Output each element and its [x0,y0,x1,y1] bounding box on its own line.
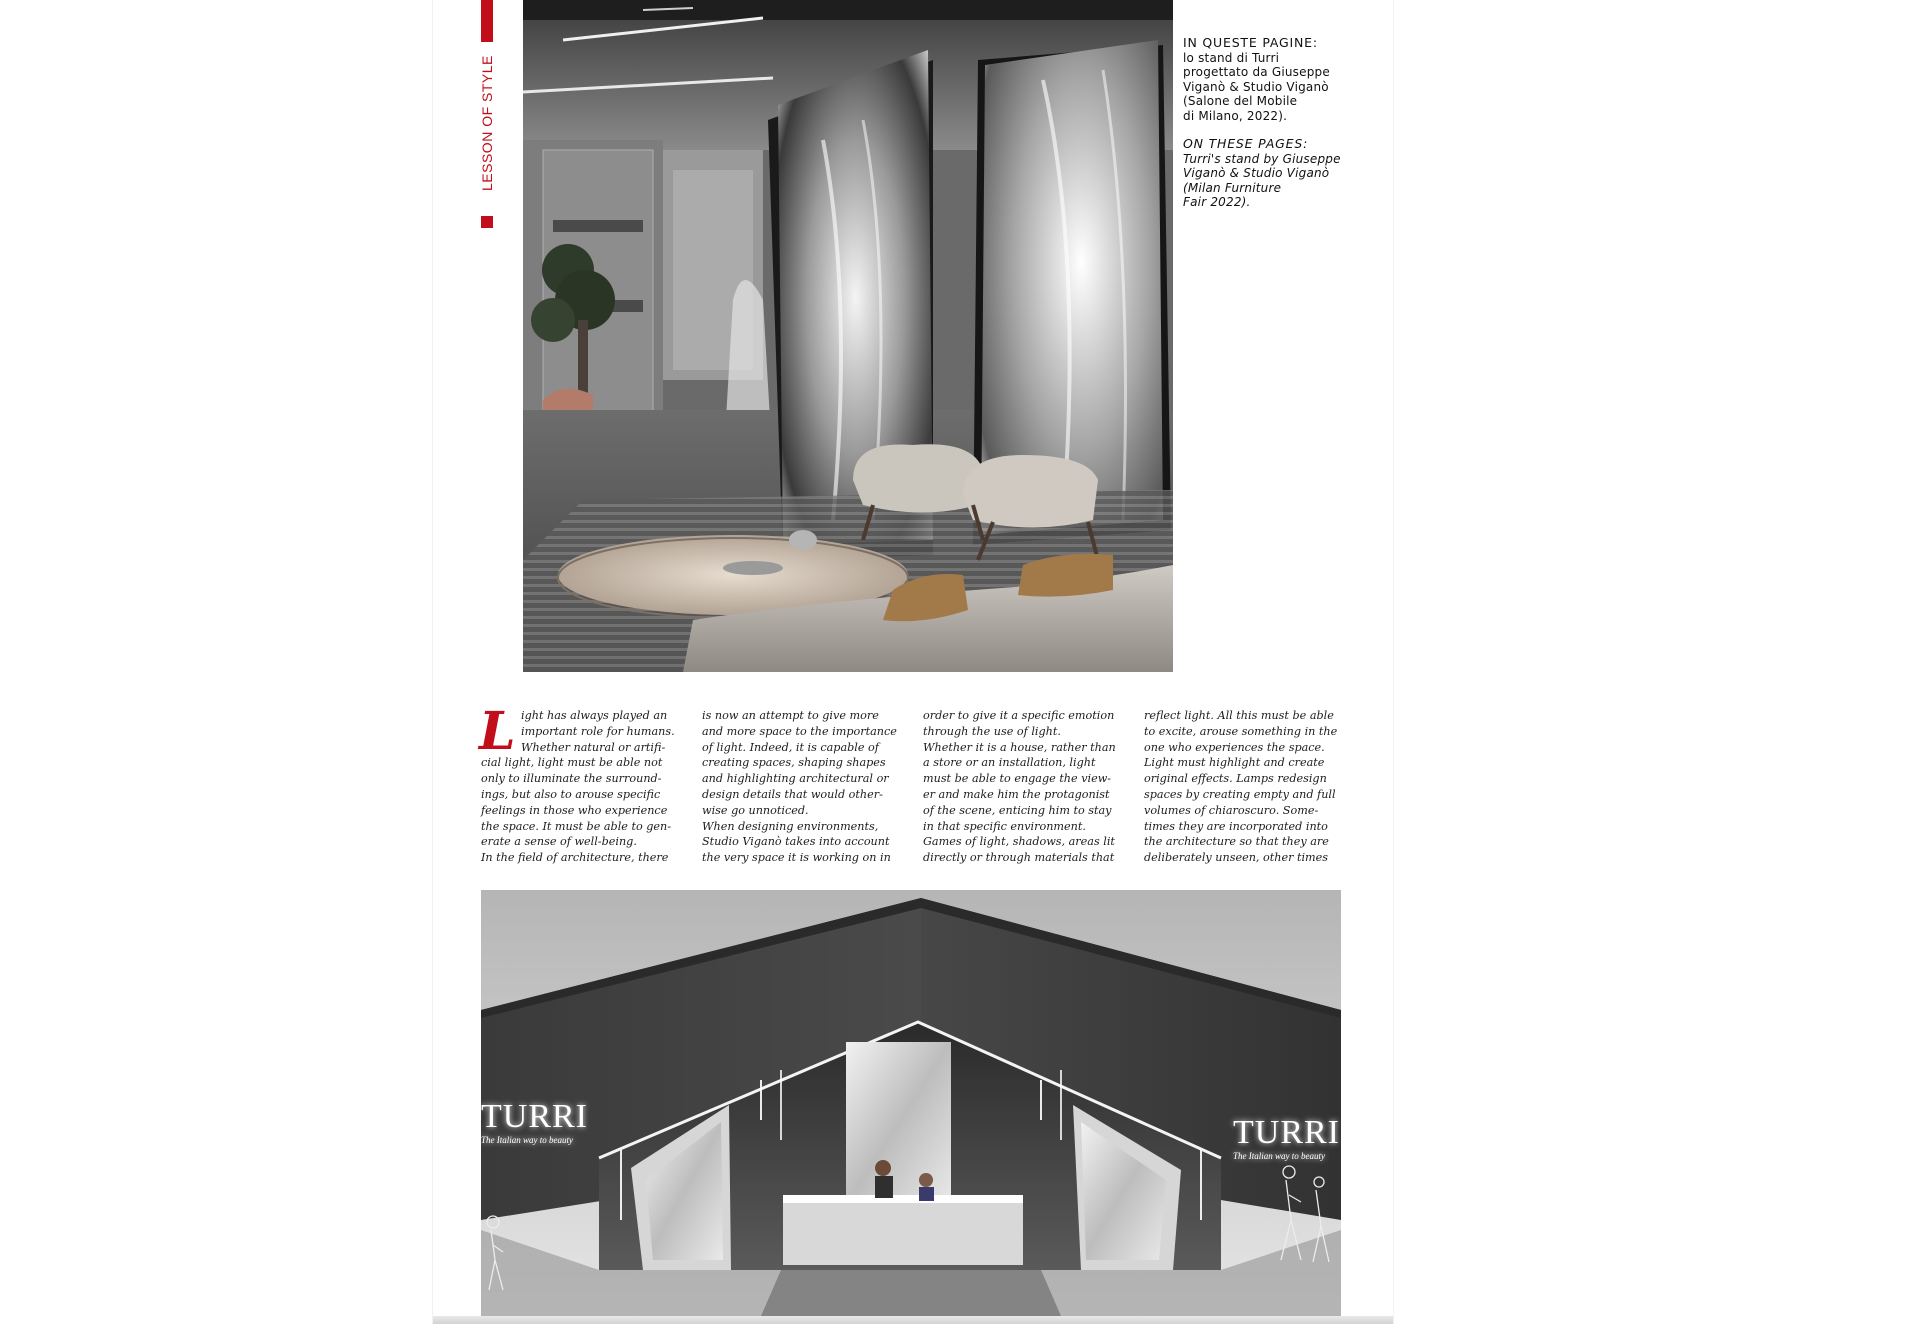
caption-it-heading: IN QUESTE PAGINE: [1183,35,1318,50]
stand-render-image [481,890,1341,1316]
magazine-page [433,0,1393,1324]
article-body [479,701,1343,868]
article-column-1-rest: cial light, light must be able not only to illuminate the surround- ings, but also to arouse specific feelings in those who experience the space. It must be able to gen- erate a sense of well-being. In the field of architecture, there [481,756,672,865]
section-tab [481,0,493,228]
brand-sign-left [481,1100,588,1146]
brand-left-tagline: The Italian way to beauty [481,1135,573,1145]
article-column-4: reflect light. All this must be able to excite, arouse something in the one who experiences the space. Light must highlight and create original effects. Lamps redesign spaces by creating empty and full volumes of chiaroscuro. Some- times they are incorporated into the architecture so that they are deliberately unseen, other times [1144,709,1338,865]
article-column-2: is now an attempt to give more and more space to the importance of light. Indeed, it is capable of creating spaces, shaping shapes and highlighting architectural or design details that would other- wise go unnoticed. When designing environments, Studio Viganò takes into account the very space it is working on in [702,709,897,865]
section-tab-marker [481,216,493,228]
article-column-1-lead: ight has always played an important role for humans. Whether natural or artifi- [521,709,675,754]
article-column-3: order to give it a specific emotion through the use of light. Whether it is a house, rather than a store or an installation, light must be able to engage the view- er and make him the protagonist of the scene, enticing him to stay in that specific environment. Games of light, shadows, areas lit directly or through materials that [923,709,1116,865]
section-tab-bar [481,0,493,42]
brand-left-name: TURRI [481,1098,588,1135]
section-tab-label: LESSON OF STYLE [479,55,495,191]
brand-right-name: TURRI [1233,1114,1340,1151]
brand-sign-right [1233,1116,1340,1162]
photo-caption [1183,36,1383,210]
caption-en-heading: ON THESE PAGES: [1183,136,1309,151]
brand-right-tagline: The Italian way to beauty [1233,1151,1325,1161]
page-edge [433,1316,1393,1324]
caption-en-body: Turri's stand by Giuseppe Viganò & Studio Viganò (Milan Furniture Fair 2022). [1183,151,1341,209]
drop-cap: L [479,701,516,762]
caption-it-body: lo stand di Turri progettato da Giuseppe Viganò & Studio Viganò (Salone del Mobile di Milano, 2022). [1183,50,1330,123]
interior-render-image [523,0,1173,672]
article-column-1 [479,701,679,865]
